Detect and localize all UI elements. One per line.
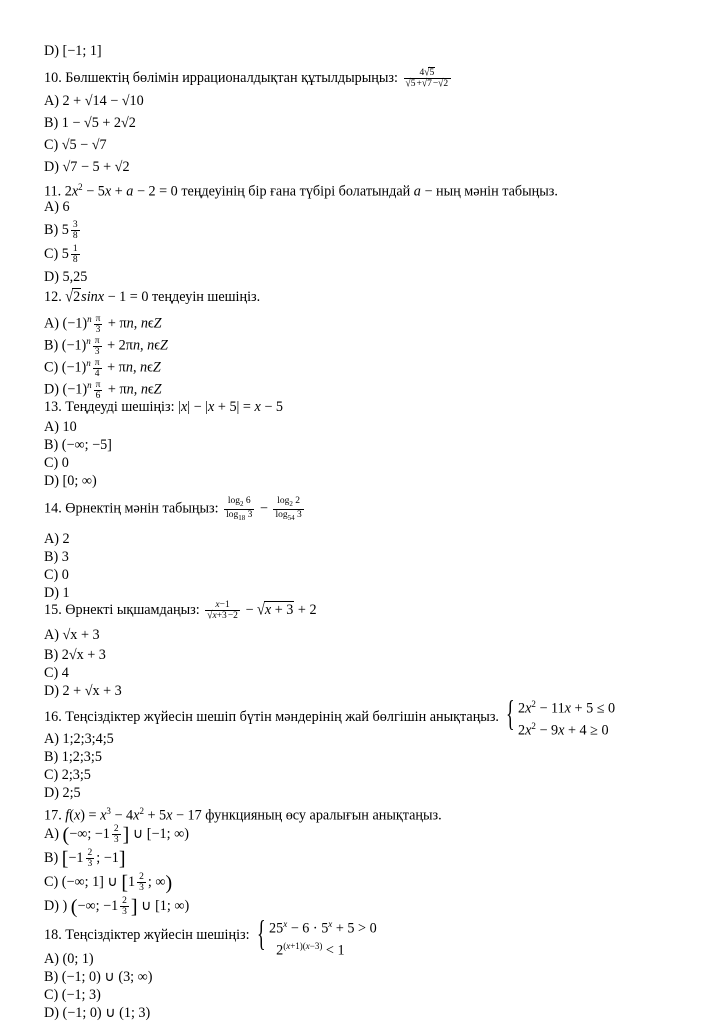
q11-option-a: A) 6	[44, 199, 70, 215]
q14-option-b: B) 3	[44, 549, 69, 565]
q15-option-b: B) 2√x + 3	[44, 647, 106, 663]
q16-system: { $2x^2 - 11x + 5 \le 0$ $2x^2 - 9x + 4 \ge 0$	[506, 693, 616, 739]
q12-option-b: B) $(-1)^n$ $\frac{\pi}{3}$ + 2πn, nϵZ	[44, 335, 168, 357]
q10-option-a: A) 2 + √14 − √10	[44, 93, 144, 109]
q16-option-a: A) 1;2;3;4;5	[44, 731, 114, 747]
q17-option-c: C) (−∞; 1] ∪ [1 $\frac{2}{3}$ ; ∞)	[44, 871, 173, 894]
q11-option-d: D) 5,25	[44, 269, 88, 285]
q13-question: 13. Теңдеуді шешіңіз: |x| − |x + 5| = x − 5	[44, 399, 283, 415]
q10-question: 10. Бөлшектің бөлімін иррационалдықтан құтылдырыңыз: $\frac{4√5}{√5+√7-√2}$	[44, 68, 453, 89]
q12-option-d: D) $(-1)^n$ $\frac{\pi}{6}$ + πn, nϵZ	[44, 379, 162, 401]
q17-question: 17. $f(x) = x^3 - 4x^2 + 5x - 17$ функцияның өсу аралығын анықтаңыз.	[44, 806, 442, 824]
q15-option-a: A) √x + 3	[44, 627, 100, 643]
q16-question: 16. Теңсіздіктер жүйесін шешіп бүтін мәндерінің жай бөлгішін анықтаңыз.	[44, 709, 499, 725]
q13-option-c: C) 0	[44, 455, 69, 471]
q18-question: 18. Теңсіздіктер жүйесін шешіңіз:	[44, 927, 250, 943]
q15-option-c: C) 4	[44, 665, 69, 681]
q11-option-c: C) 5 $\frac{1}{8}$	[44, 244, 78, 265]
q13-option-d: D) [0; ∞)	[44, 473, 97, 489]
q15-option-d: D) 2 + √x + 3	[44, 683, 122, 699]
q18-option-d: D) (−1; 0) ∪ (1; 3)	[44, 1005, 151, 1021]
q15-question: 15. Өрнекті ықшамдаңыз: $\frac{x-1}{√x+3-2}$ − √x + 3 + 2	[44, 600, 317, 622]
q18-system: { $25^x - 6 \cdot 5^x + 5 > 0$ $2^{(x+1)(x-3)} < 1$	[257, 913, 377, 959]
q12-question: 12. √2sinx − 1 = 0 теңдеуін шешіңіз.	[44, 287, 261, 307]
q10-option-b: B) 1 − √5 + 2√2	[44, 115, 136, 131]
q14-option-c: C) 0	[44, 567, 69, 583]
q14-question: 14. Өрнектің мәнін табыңыз: $\frac{\log_2 6}{\log_{18} 3}$ − $\frac{\log_2 2}{\log_{54} 3}$	[44, 496, 302, 522]
q16-option-d: D) 2;5	[44, 785, 81, 801]
q10-option-c: C) √5 − √7	[44, 137, 107, 153]
q18-option-b: B) (−1; 0) ∪ (3; ∞)	[44, 969, 153, 985]
q12-option-c: C) $(-1)^n$ $\frac{\pi}{4}$ + πn, nϵZ	[44, 357, 161, 379]
q16-option-c: C) 2;3;5	[44, 767, 91, 783]
q13-option-b: B) (−∞; −5]	[44, 437, 112, 453]
q18-option-c: C) (−1; 3)	[44, 987, 101, 1003]
q13-option-a: A) 10	[44, 419, 77, 435]
q10-fraction: $\frac{4√5}{√5+√7-√2}$	[404, 68, 452, 89]
q14-option-a: A) 2	[44, 531, 70, 547]
q16-option-b: B) 1;2;3;5	[44, 749, 102, 765]
q14-option-d: D) 1	[44, 585, 70, 601]
q17-option-d: D) ) (−∞; −1 $\frac{2}{3}$ ] ∪ [1; ∞)	[44, 895, 190, 918]
q18-option-a: A) (0; 1)	[44, 951, 94, 967]
q17-option-a: A) (−∞; −1 $\frac{2}{3}$ ] ∪ [−1; ∞)	[44, 823, 189, 846]
q17-option-b: B) [−1 $\frac{2}{3}$ ; −1]	[44, 847, 126, 870]
q12-option-a: A) $(-1)^n$ $\frac{\pi}{3}$ + πn, nϵZ	[44, 313, 162, 335]
q9-option-d: D) [−1; 1]	[44, 43, 102, 59]
q10-option-d: D) √7 − 5 + √2	[44, 159, 130, 175]
q11-option-b: B) 5 $\frac{3}{8}$	[44, 220, 78, 241]
q11-question: 11. $2x^2 - 5x + a - 2 = 0$ теңдеуінің бір ғана түбірі болатындай a − ның мәнін табыңыз.	[44, 182, 558, 200]
